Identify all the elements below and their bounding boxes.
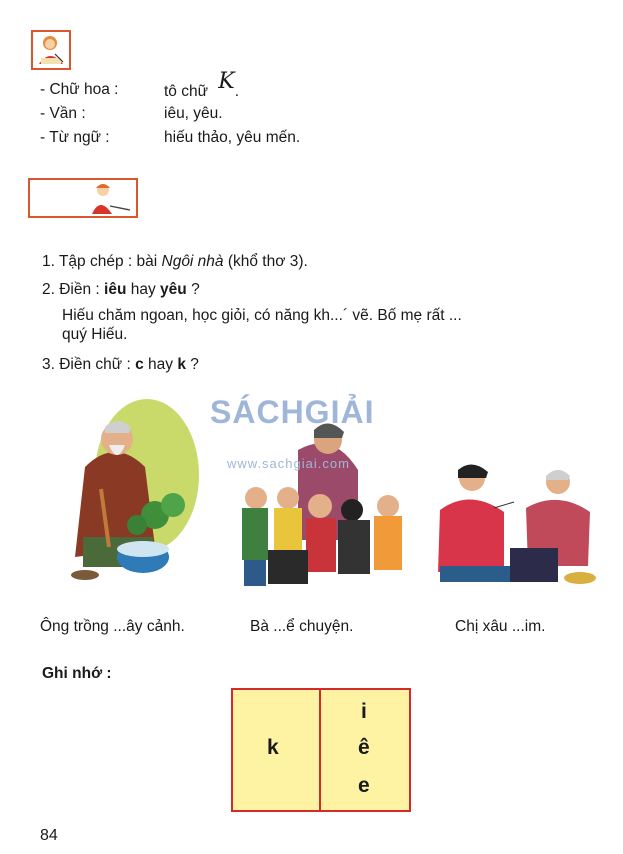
exercise-1: 1. Tập chép : bài Ngôi nhà (khổ thơ 3).	[42, 253, 308, 270]
illustration-bonsai	[55, 397, 200, 587]
caption-3: Chị xâu ...im.	[455, 618, 546, 635]
exercise-3: 3. Điền chữ : c hay k ?	[42, 356, 199, 373]
note-card	[231, 688, 411, 812]
write-item-label: - Từ ngữ :	[40, 129, 110, 146]
write-item-label: - Chữ hoa :	[40, 81, 119, 98]
watermark-brand: SÁCHGIẢI	[210, 394, 375, 430]
write-item-words	[40, 128, 360, 148]
watermark-url: www.sachgiai.com	[227, 456, 350, 471]
note-letter-k: k	[267, 736, 279, 759]
caption-2: Bà ...ể chuyện.	[250, 618, 354, 635]
caption-1: Ông trồng ...ây cảnh.	[40, 618, 185, 635]
exercise-2: 2. Điền : iêu hay yêu ?	[42, 281, 200, 298]
illustration-threading	[430, 458, 600, 588]
note-title: Ghi nhớ :	[42, 665, 112, 682]
note-letter-e: e	[358, 774, 370, 797]
section-write-icon	[31, 30, 71, 70]
write-item-label: - Vần :	[40, 105, 86, 122]
note-letter-i: i	[361, 700, 367, 723]
write-item-value: tô chữ	[164, 83, 208, 100]
cursive-glyph: K	[218, 69, 235, 94]
write-item-value: hiếu thảo, yêu mến.	[164, 129, 301, 146]
section-spell-icon	[28, 178, 138, 218]
write-item-value: iêu, yêu.	[164, 105, 223, 122]
exercise-2-text: Hiếu chăm ngoan, học giỏi, có năng kh...´ vẽ. Bố mẹ rất ...	[62, 307, 462, 324]
poem-title: Ngôi nhà	[161, 253, 224, 270]
write-item-rhyme	[40, 104, 340, 124]
note-card-right	[319, 688, 411, 812]
page-number: 84	[40, 827, 58, 844]
write-item-uppercase	[40, 69, 340, 100]
note-card-left	[231, 688, 323, 812]
write-item-tail: .	[234, 83, 240, 100]
note-letter-e-circumflex: ê	[358, 736, 370, 759]
exercise-2-text-cont: quý Hiếu.	[62, 326, 128, 343]
illustration-storytelling	[228, 410, 413, 590]
